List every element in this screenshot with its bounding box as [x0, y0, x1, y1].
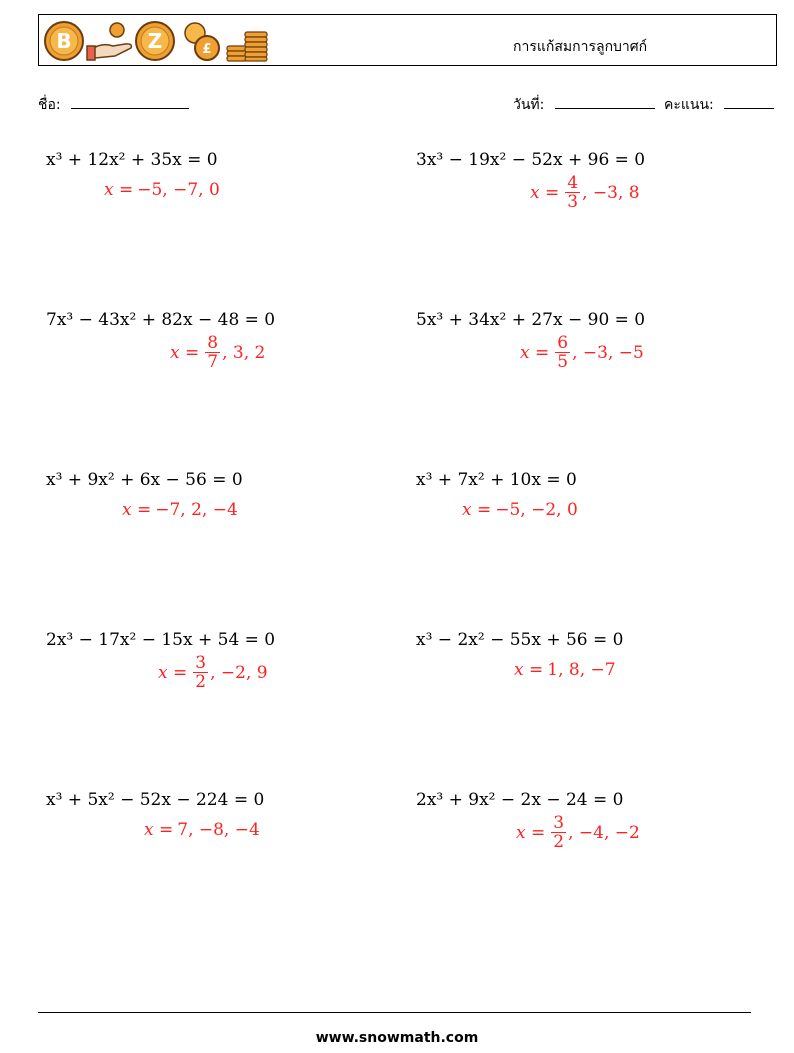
answer-roots: , 3, 2 [222, 342, 266, 363]
answer-roots: , −2, 9 [210, 662, 268, 683]
answer-prefix: x = [170, 342, 200, 363]
fraction-numerator: 3 [553, 813, 565, 833]
score-label: คะแนน: [664, 97, 714, 113]
footer-url: www.snowmath.com [315, 1030, 479, 1046]
answer-fraction [193, 654, 208, 691]
problem-answer [516, 814, 640, 851]
date-field [513, 94, 655, 116]
answer-prefix: x = [144, 820, 174, 840]
problem-equation: x³ + 7x² + 10x = 0 [416, 470, 577, 490]
answer-fraction [565, 174, 580, 211]
answer-prefix: x = [520, 342, 550, 363]
name-blank[interactable] [71, 94, 189, 109]
fraction-numerator: 6 [557, 333, 569, 353]
score-field [664, 94, 774, 116]
svg-text:B: B [56, 29, 72, 53]
problem-equation: x³ + 9x² + 6x − 56 = 0 [46, 470, 243, 490]
answer-fraction [555, 334, 570, 371]
coin-stack-icon [227, 32, 267, 61]
z-coin-icon [136, 22, 174, 60]
answer-roots: −5, −2, 0 [495, 500, 578, 520]
fraction-denominator: 2 [553, 832, 565, 852]
pound-coin-icon [185, 23, 219, 60]
problem-answer [144, 820, 260, 840]
footer-divider [38, 1012, 751, 1013]
fraction-numerator: 3 [195, 653, 207, 673]
answer-prefix: x = [462, 500, 492, 520]
answer-roots: 1, 8, −7 [547, 660, 616, 680]
problem-equation: 2x³ − 17x² − 15x + 54 = 0 [46, 630, 276, 650]
hand-coin-icon [87, 23, 131, 60]
answer-fraction [551, 814, 566, 851]
fraction-denominator: 2 [195, 672, 207, 692]
answer-roots: 7, −8, −4 [177, 820, 260, 840]
problem-answer [514, 660, 616, 680]
svg-text:£: £ [202, 42, 212, 57]
problem-equation: 2x³ + 9x² − 2x − 24 = 0 [416, 790, 624, 810]
date-label: วันที่: [513, 97, 545, 113]
answer-roots: −7, 2, −4 [155, 500, 238, 520]
answer-roots: , −3, −5 [572, 342, 644, 363]
problem-equation: 5x³ + 34x² + 27x − 90 = 0 [416, 310, 646, 330]
answer-fraction [205, 334, 220, 371]
date-blank[interactable] [555, 94, 655, 109]
name-label: ชื่อ: [38, 97, 61, 113]
coin-logo [43, 20, 273, 62]
answer-prefix: x = [530, 182, 560, 203]
problem-equation: x³ + 5x² − 52x − 224 = 0 [46, 790, 265, 810]
answer-prefix: x = [514, 660, 544, 680]
fraction-denominator: 3 [567, 192, 579, 212]
worksheet-header [38, 14, 777, 66]
answer-prefix: x = [122, 500, 152, 520]
answer-roots: −5, −7, 0 [137, 180, 220, 200]
problem-equation: 3x³ − 19x² − 52x + 96 = 0 [416, 150, 646, 170]
problem-answer [462, 500, 578, 520]
bitcoin-coin-icon [45, 22, 83, 60]
worksheet-title: การแก้สมการลูกบาศก์ [513, 39, 648, 55]
answer-prefix: x = [516, 822, 546, 843]
problem-answer [122, 500, 238, 520]
fraction-numerator: 8 [207, 333, 219, 353]
fraction-denominator: 5 [557, 352, 569, 372]
problem-equation: 7x³ − 43x² + 82x − 48 = 0 [46, 310, 276, 330]
fraction-denominator: 7 [207, 352, 219, 372]
name-field [38, 94, 189, 116]
answer-prefix: x = [104, 180, 134, 200]
problem-answer [170, 334, 265, 371]
svg-text:Z: Z [147, 29, 163, 53]
problem-equation: x³ − 2x² − 55x + 56 = 0 [416, 630, 624, 650]
problem-answer [104, 180, 220, 200]
problem-answer [158, 654, 268, 691]
problem-answer [520, 334, 644, 371]
fraction-numerator: 4 [567, 173, 579, 193]
problem-answer [530, 174, 640, 211]
score-blank[interactable] [724, 94, 774, 109]
answer-roots: , −3, 8 [582, 182, 640, 203]
answer-roots: , −4, −2 [568, 822, 640, 843]
answer-prefix: x = [158, 662, 188, 683]
problem-equation: x³ + 12x² + 35x = 0 [46, 150, 218, 170]
